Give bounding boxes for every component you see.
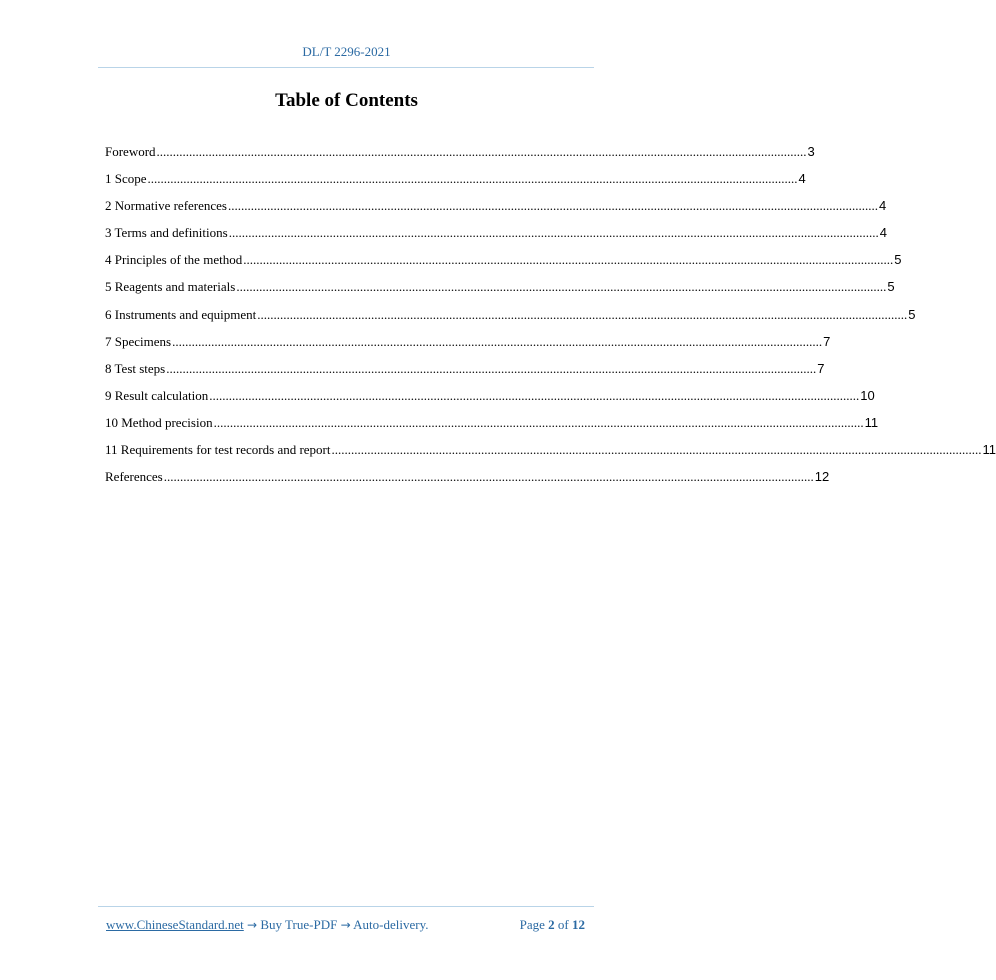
dot-leader: ........................................................................................................................................................................................................ [213,414,864,430]
dot-leader: ........................................................................................................................................................................................................ [156,144,807,159]
dot-leader: ........................................................................................................................................................................................................ [243,252,894,268]
toc-entry-label: 4 Principles of the method [105,252,243,268]
toc-entry-page: 10 [860,387,875,403]
footer-divider [98,906,594,907]
toc-entry-label: 9 Result calculation [105,387,209,403]
dot-leader: ........................................................................................................................................................................................................ [257,306,908,322]
site-link[interactable]: www.ChineseStandard.net [106,917,244,932]
toc-entry-scope[interactable] [105,170,806,197]
total-pages-number: 12 [572,917,585,932]
toc-entry-label: 2 Normative references [105,198,227,214]
toc-entry-label: 6 Instruments and equipment [105,306,257,322]
toc-entry-label: 8 Test steps [105,360,166,376]
dot-leader: ........................................................................................................................................................................................................ [331,442,982,458]
toc-entry-label: 7 Specimens [105,333,172,349]
toc-entry-references[interactable] [105,468,830,495]
page-indicator [520,917,585,933]
toc-entry-label: 3 Terms and definitions [105,225,228,241]
page-title: Table of Contents [275,90,418,111]
toc-entry-specimens[interactable] [105,333,831,360]
arrow-right-icon: → [340,918,351,932]
toc-entry-label: 10 Method precision [105,414,213,430]
toc-entry-test-steps[interactable] [105,360,825,387]
header-divider [98,67,594,68]
toc-entry-normative-references[interactable] [105,197,887,224]
dot-leader: ........................................................................................................................................................................................................ [147,171,798,187]
table-of-contents [105,143,996,495]
toc-entry-method-precision[interactable] [105,414,879,441]
buy-pdf-link[interactable]: Buy True-PDF [260,917,338,932]
toc-entry-foreword[interactable] [105,143,815,170]
of-word: of [557,917,569,932]
toc-entry-page: 11 [864,414,879,430]
toc-entry-page: 4 [879,198,887,214]
toc-entry-result-calculation[interactable] [105,387,875,414]
toc-entry-page: 3 [807,144,815,159]
toc-entry-label: References [105,469,163,485]
toc-entry-page: 11 [982,442,996,458]
toc-entry-page: 12 [814,469,830,485]
toc-entry-label: 5 Reagents and materials [105,279,236,295]
arrow-right-icon: → [247,918,258,932]
toc-entry-page: 5 [887,279,895,295]
toc-entry-principles-of-the-method[interactable] [105,251,902,278]
dot-leader: ........................................................................................................................................................................................................ [228,198,878,214]
dot-leader: ........................................................................................................................................................................................................ [166,360,817,376]
toc-entry-instruments-and-equipment[interactable] [105,306,916,333]
toc-entry-page: 4 [798,171,806,187]
toc-entry-page: 5 [908,306,916,322]
page-word: Page [519,917,545,932]
dot-leader: ........................................................................................................................................................................................................ [228,225,879,241]
toc-entry-label: 1 Scope [105,171,147,187]
toc-entry-reagents-and-materials[interactable] [105,278,895,305]
delivery-text: Auto-delivery. [353,917,429,932]
dot-leader: ........................................................................................................................................................................................................ [163,469,814,485]
current-page-number: 2 [548,917,555,932]
toc-entry-label: 11 Requirements for test records and report [105,442,331,458]
toc-entry-requirements-for-test-records[interactable] [105,441,996,468]
dot-leader: ........................................................................................................................................................................................................ [172,333,823,349]
toc-entry-page: 4 [879,225,887,241]
document-code: DL/T 2296-2021 [302,44,391,59]
toc-entry-page: 7 [817,360,825,376]
dot-leader: ........................................................................................................................................................................................................ [236,279,887,295]
dot-leader: ........................................................................................................................................................................................................ [209,387,860,403]
toc-entry-label: Foreword [105,144,156,159]
toc-entry-page: 5 [894,252,902,268]
toc-entry-page: 7 [823,333,831,349]
footer-promo [106,917,429,933]
toc-entry-terms-and-definitions[interactable] [105,224,887,251]
